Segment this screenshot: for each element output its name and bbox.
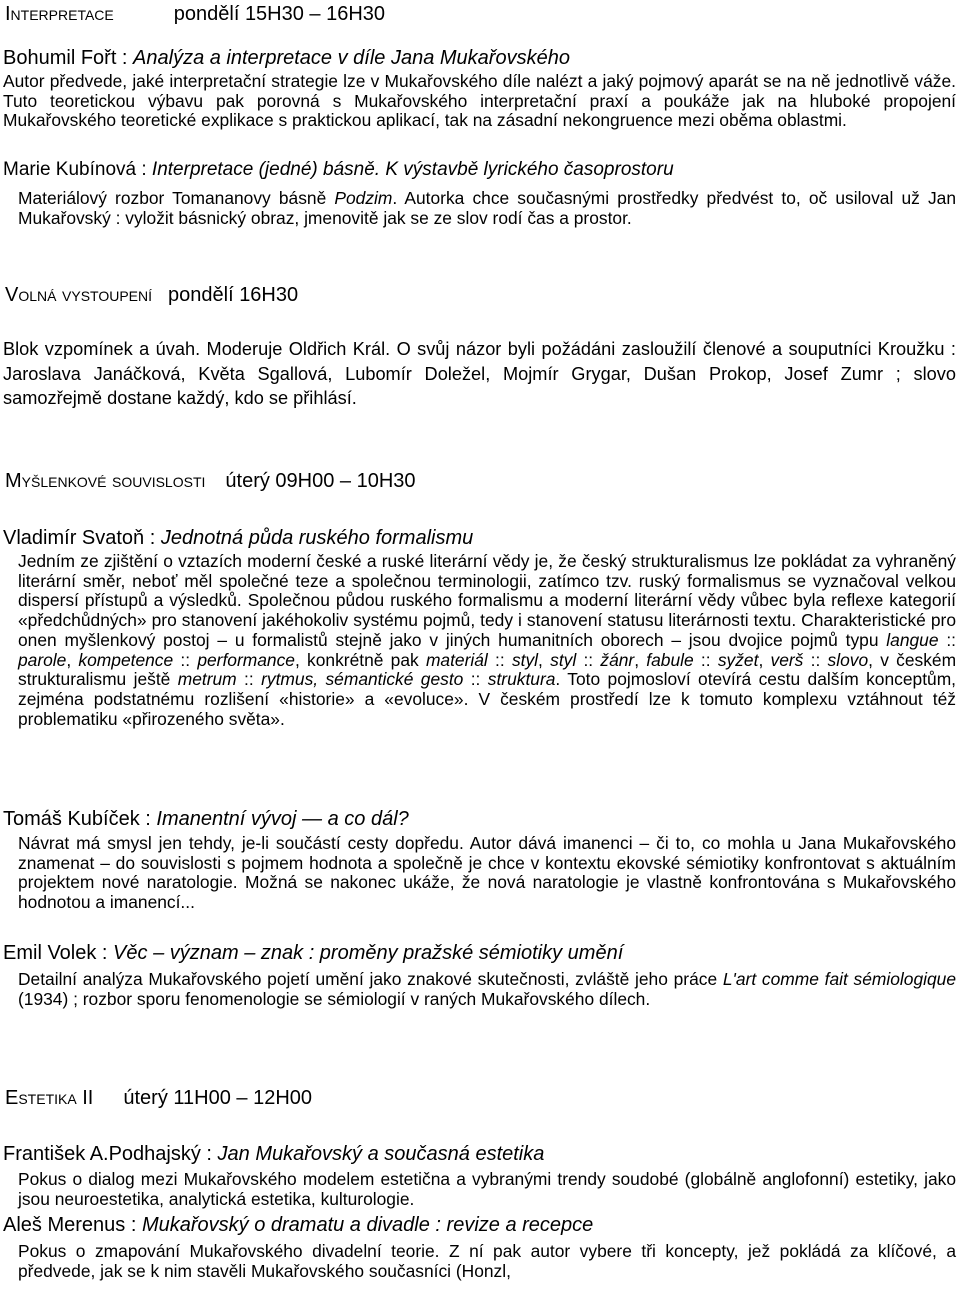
- talk-author: Bohumil Fořt :: [3, 47, 134, 69]
- section-time: pondělí 16H30: [168, 284, 299, 306]
- talk-title: Imanentní vývoj — a co dál?: [156, 808, 409, 830]
- talk-author: Emil Volek :: [3, 942, 114, 964]
- abstract-text: (1934) ; rozbor sporu fenomenologie se sémiologií v raných Mukařovského dílech.: [18, 988, 651, 1009]
- term: struktura: [487, 669, 556, 690]
- term: materiál: [425, 649, 488, 670]
- term: slovo: [827, 649, 869, 670]
- talk-abstract: Pokus o zmapování Mukařovského divadelní teorie. Z ní pak autor vybere tři koncepty, jež pokládá za klíčové, a předvede, jak se k nim stavěli Mukařovského současníci (Honzl,: [18, 1241, 956, 1281]
- sep: ,: [66, 649, 79, 670]
- term: žánr: [600, 649, 635, 670]
- talk-heading: [3, 1213, 593, 1237]
- sep: ::: [803, 649, 828, 670]
- talk-author: Vladimír Svatoň :: [3, 527, 161, 549]
- sep: ,: [538, 649, 551, 670]
- section-time: úterý 11H00 – 12H00: [123, 1087, 313, 1109]
- talk-heading: [3, 807, 409, 831]
- talk-abstract: [18, 552, 956, 729]
- term: kompetence: [78, 649, 174, 670]
- abstract-italic: L'art comme fait sémiologique: [722, 969, 957, 989]
- sep: ::: [693, 649, 718, 670]
- sep: ::: [576, 649, 601, 670]
- sep: ::: [236, 669, 262, 690]
- talk-abstract: [18, 189, 956, 228]
- section-heading-estetika-ii: [5, 1086, 312, 1110]
- talk-title: Interpretace (jedné) básně. K výstavbě lyrického časoprostoru: [151, 159, 674, 180]
- section-label: Myšlenkové souvislosti: [5, 470, 206, 492]
- abstract-text: . Toto pojmosloví otevírá cestu dalším konceptům, zejména podstatnému rozlišení «historie» a «evoluce». V českém prostředí lze k tomuto komplexu vztáhnout též problematiku «přirozeného světa».: [18, 669, 957, 729]
- talk-abstract: Návrat má smysl jen tehdy, je-li součástí cesty dopředu. Autor dává imanenci – či to, co mohla u Jana Mukařovského znamenat – do souvislosti s pojmem hodnota a společně je chce v kontextu ekovské sémiotiky konfrontovat s aktuálním projektem nové naratologie. Možná se nakonec ukáže, že nová naratologie je vlastně konfrontována s Mukařovského hodnotou a imanencí...: [18, 833, 956, 912]
- talk-heading: [3, 941, 623, 965]
- talk-title: Mukařovský o dramatu a divadle : revize a recepce: [141, 1214, 594, 1236]
- talk-author: Marie Kubínová :: [3, 159, 152, 180]
- talk-heading: [3, 1142, 544, 1166]
- abstract-text: Materiálový rozbor Tomananovy básně: [18, 188, 335, 208]
- talk-author: František A.Podhajský :: [3, 1143, 218, 1165]
- sep: ,: [634, 649, 647, 670]
- term: styl: [511, 649, 539, 670]
- term: rytmus, sémantické gesto: [261, 669, 464, 690]
- talk-author: Tomáš Kubíček :: [3, 808, 157, 830]
- sep: ::: [463, 669, 488, 690]
- sep: ,: [758, 649, 771, 670]
- section-heading-volna-vystoupeni: [5, 283, 298, 307]
- term: parole: [18, 649, 67, 670]
- term: styl: [550, 649, 577, 670]
- sep: , v českém strukturalismu ještě: [18, 649, 957, 690]
- section-heading-interpretace: [5, 2, 385, 26]
- section-time: úterý 09H00 – 10H30: [225, 470, 416, 492]
- abstract-text: . Autorka chce současnými prostředky předvést to, oč usiloval už Jan Mukařovský : vyložit básnický obraz, jmenovitě jak se ze slov rodí čas a prostor.: [18, 188, 956, 228]
- talk-abstract: [18, 970, 956, 1009]
- section-label: Interpretace: [5, 3, 114, 25]
- term: fabule: [646, 649, 694, 670]
- abstract-italic: Podzim: [334, 188, 393, 208]
- term: performance: [197, 649, 295, 670]
- blok-text: Blok vzpomínek a úvah. Moderuje Oldřich Král. O svůj názor byli požádáni zasloužilí členové a souputníci Kroužku : Jaroslava Janáčková, Květa Sgallová, Lubomír Doležel, Mojmír Grygar, Dušan Prokop, Josef Zumr ; slovo samozřejmě dostane každý, kdo se přihlásí.: [3, 339, 956, 408]
- term: metrum: [177, 669, 237, 690]
- talk-title: Analýza a interpretace v díle Jana Mukařovského: [133, 47, 570, 69]
- sep: ::: [173, 649, 198, 670]
- section-heading-myslenkove-souvislosti: [5, 469, 416, 493]
- talk-heading: [3, 46, 570, 70]
- talk-heading: [3, 526, 473, 550]
- sep: , konkrétně pak: [294, 649, 426, 670]
- term: verš: [770, 649, 804, 670]
- section-time: pondělí 15H30 – 16H30: [173, 3, 386, 25]
- term: syžet: [717, 649, 759, 670]
- abstract-text: Detailní analýza Mukařovského pojetí umění jako znakové skutečnosti, zvláště jeho práce: [18, 969, 723, 989]
- talk-abstract: Autor předvede, jaké interpretační strategie lze v Mukařovského díle nalézt a jaký pojmový aparát se na ně jednotlivě váže. Tuto teoretickou výbavu pak porovná s Mukařovského interpretační praxí a poukáže jak na hluboké propojení Mukařovského teoretické explikace s praktickou aplikací, tak na zásadní nekongruence mezi oběma oblastmi.: [3, 71, 956, 131]
- section-label: Volná vystoupení: [5, 284, 153, 306]
- talk-title: Jan Mukařovský a současná estetika: [217, 1143, 545, 1165]
- talk-heading: [3, 158, 674, 182]
- section-label: Estetika II: [5, 1087, 94, 1109]
- talk-abstract: Pokus o dialog mezi Mukařovského modelem estetična a vybranými trendy soudobé (globálně anglofonní) estetiky, jako jsou neuroestetika, analytická estetika, kulturologie.: [18, 1169, 956, 1209]
- sep: ::: [938, 629, 956, 650]
- abstract-text: Jedním ze zjištění o vztazích moderní české a ruské literární vědy je, že český strukturalismus lze pokládat za vyhraněný literární směr, neboť měl společné teze a společnou terminologii, zatímco tzv. ruský formalismus se vyznačoval velkou dispersí přístupů a výsledků. Společnou půdou ruského formalismu a moderní literární vědy vůbec byla reflexe kategorií «předchůdných» pro stanovení jakéhokoliv systému pojmů, tedy i stanovení statusu literárnosti textu. Charakteristické pro onen myšlenkový postoj – u formalistů stejně jako v jiných humanitních oborech – jsou dvojice pojmů typu: [18, 551, 956, 650]
- term: langue: [886, 629, 939, 650]
- talk-title: Věc – význam – znak : proměny pražské sémiotiky umění: [113, 942, 624, 964]
- talk-author: Aleš Merenus :: [3, 1214, 142, 1236]
- sep: ::: [487, 649, 512, 670]
- talk-title: Jednotná půda ruského formalismu: [160, 527, 474, 549]
